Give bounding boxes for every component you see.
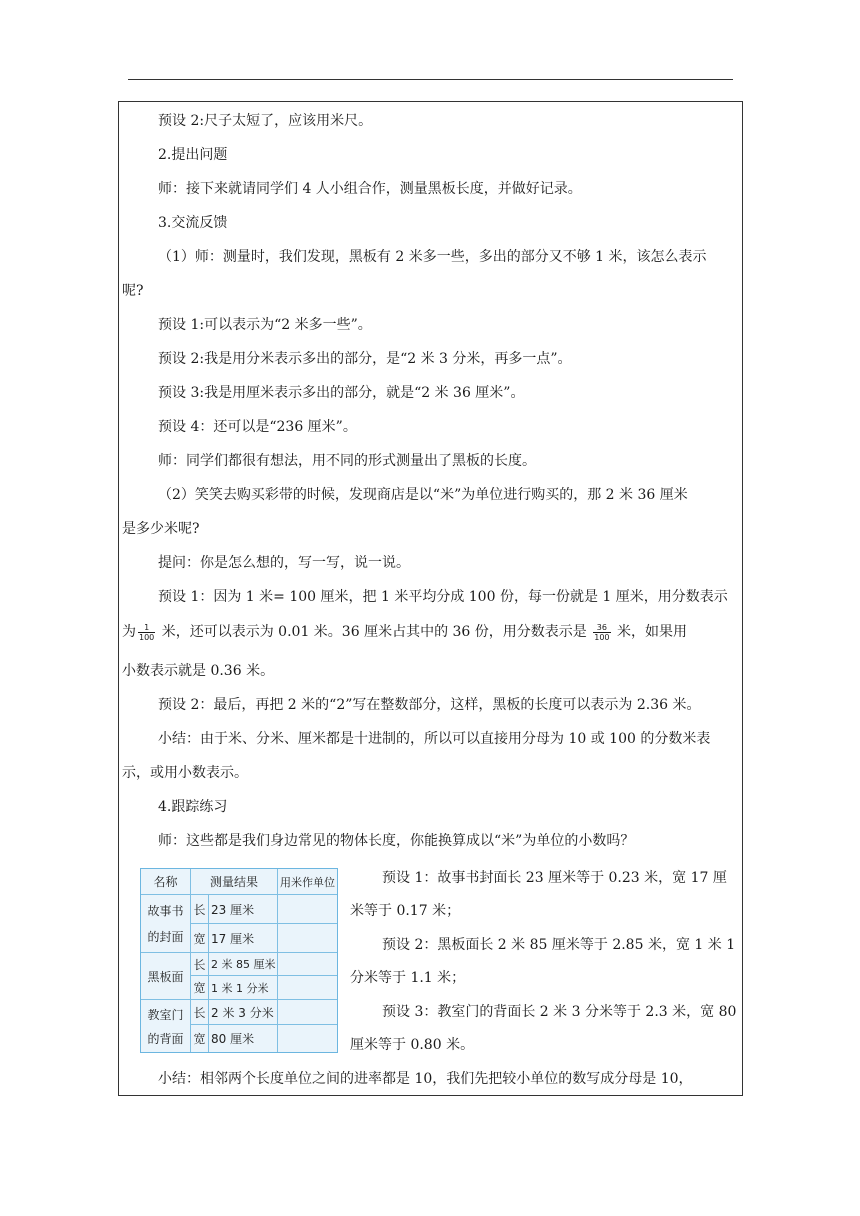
table-cell: 教室门 xyxy=(147,1007,184,1022)
text-line: 厘米等于 0.80 米。 xyxy=(350,1037,475,1053)
table-cell: 宽 xyxy=(193,1032,206,1046)
fraction-numerator: 1 xyxy=(138,623,155,633)
section-heading: 3.交流反馈 xyxy=(158,215,228,231)
fraction-denominator: 100 xyxy=(594,632,610,642)
text-line: 预设 1：故事书封面长 23 厘米等于 0.23 米，宽 17 厘 xyxy=(382,870,727,886)
header-rule xyxy=(128,79,733,80)
text-line: 呢? xyxy=(122,283,144,299)
table-cell: 2 米 3 分米 xyxy=(211,1005,274,1020)
table-cell: 2 米 85 厘米 xyxy=(211,958,276,971)
fraction-line-part: 为 xyxy=(122,624,136,640)
table-cell: 23 厘米 xyxy=(211,902,255,917)
fraction-line-part: 米，如果用 xyxy=(612,624,687,640)
text-line: 师：这些都是我们身边常见的物体长度，你能换算成以“米”为单位的小数吗？ xyxy=(158,833,635,849)
text-line: 米等于 0.17 米； xyxy=(350,903,461,919)
measurement-table xyxy=(140,868,338,1053)
text-line: 师：接下来就请同学们 4 人小组合作，测量黑板长度，并做好记录。 xyxy=(158,181,582,197)
table-header: 名称 xyxy=(153,875,178,889)
text-line: 预设 4：还可以是“236 厘米”。 xyxy=(158,419,357,435)
table-cell: 长 xyxy=(193,1005,206,1020)
table-cell: 宽 xyxy=(193,931,206,946)
table-cell: 80 厘米 xyxy=(211,1032,255,1046)
table-cell: 的封面 xyxy=(147,929,184,944)
table-cell: 黑板面 xyxy=(147,969,184,984)
table-cell: 故事书 xyxy=(147,903,184,918)
text-line: 分米等于 1.1 米； xyxy=(350,970,466,986)
table-cell: 的背面 xyxy=(147,1031,184,1046)
table-cell: 17 厘米 xyxy=(211,931,255,946)
text-line: 小结：相邻两个长度单位之间的进率都是 10，我们先把较小单位的数写成分母是 10， xyxy=(158,1071,693,1087)
section-heading: 2.提出问题 xyxy=(158,147,228,163)
text-line: 预设 2:尺子太短了，应该用米尺。 xyxy=(158,113,373,129)
table-cell: 长 xyxy=(193,957,206,972)
fraction-line-part: 米，还可以表示为 0.01 米。36 厘米占其中的 36 份，用分数表示是 xyxy=(157,624,592,640)
text-line: 小结：由于米、分米、厘米都是十进制的，所以可以直接用分母为 10 或 100 的分数米表 xyxy=(158,731,711,747)
table-cell: 1 米 1 分米 xyxy=(211,981,269,995)
text-line: 预设 1:可以表示为“2 米多一些”。 xyxy=(158,317,372,333)
text-line: 预设 1：因为 1 米= 100 厘米，把 1 米平均分成 100 份，每一份就是 1 厘米，用分数表示 xyxy=(158,589,728,605)
text-line: 预设 3:我是用厘米表示多出的部分，就是“2 米 36 厘米”。 xyxy=(158,385,525,401)
table-cell: 宽 xyxy=(193,981,206,995)
fraction-1-100 xyxy=(138,623,155,642)
fraction-denominator: 100 xyxy=(139,632,155,642)
text-line: 预设 2：黑板面长 2 米 85 厘米等于 2.85 米，宽 1 米 1 xyxy=(382,937,736,953)
table-header: 用米作单位 xyxy=(280,875,335,889)
text-line: 师：同学们都很有想法，用不同的形式测量出了黑板的长度。 xyxy=(158,453,536,469)
text-line: 预设 2:我是用分米表示多出的部分，是“2 米 3 分米，再多一点”。 xyxy=(158,351,572,367)
text-line: 预设 3：教室门的背面长 2 米 3 分米等于 2.3 米，宽 80 xyxy=(382,1004,737,1020)
text-line: （1）师：测量时，我们发现，黑板有 2 米多一些，多出的部分又不够 1 米，该怎么表示 xyxy=(158,249,707,265)
text-line: 预设 2：最后，再把 2 米的“2”写在整数部分，这样，黑板的长度可以表示为 2.36 米。 xyxy=(158,697,701,713)
text-line: 示，或用小数表示。 xyxy=(122,765,248,781)
text-line: 小数表示就是 0.36 米。 xyxy=(122,663,275,679)
fraction-line xyxy=(122,622,687,642)
text-line: 是多少米呢? xyxy=(122,521,200,537)
fraction-numerator: 36 xyxy=(593,623,610,633)
fraction-36-100 xyxy=(593,623,610,642)
section-heading: 4.跟踪练习 xyxy=(158,799,228,815)
text-line: （2）笑笑去购买彩带的时候，发现商店是以“米”为单位进行购买的，那 2 米 36 厘米 xyxy=(158,487,688,503)
table-header: 测量结果 xyxy=(209,875,258,889)
table-cell: 长 xyxy=(193,902,206,917)
text-line: 提问：你是怎么想的，写一写，说一说。 xyxy=(158,555,410,571)
